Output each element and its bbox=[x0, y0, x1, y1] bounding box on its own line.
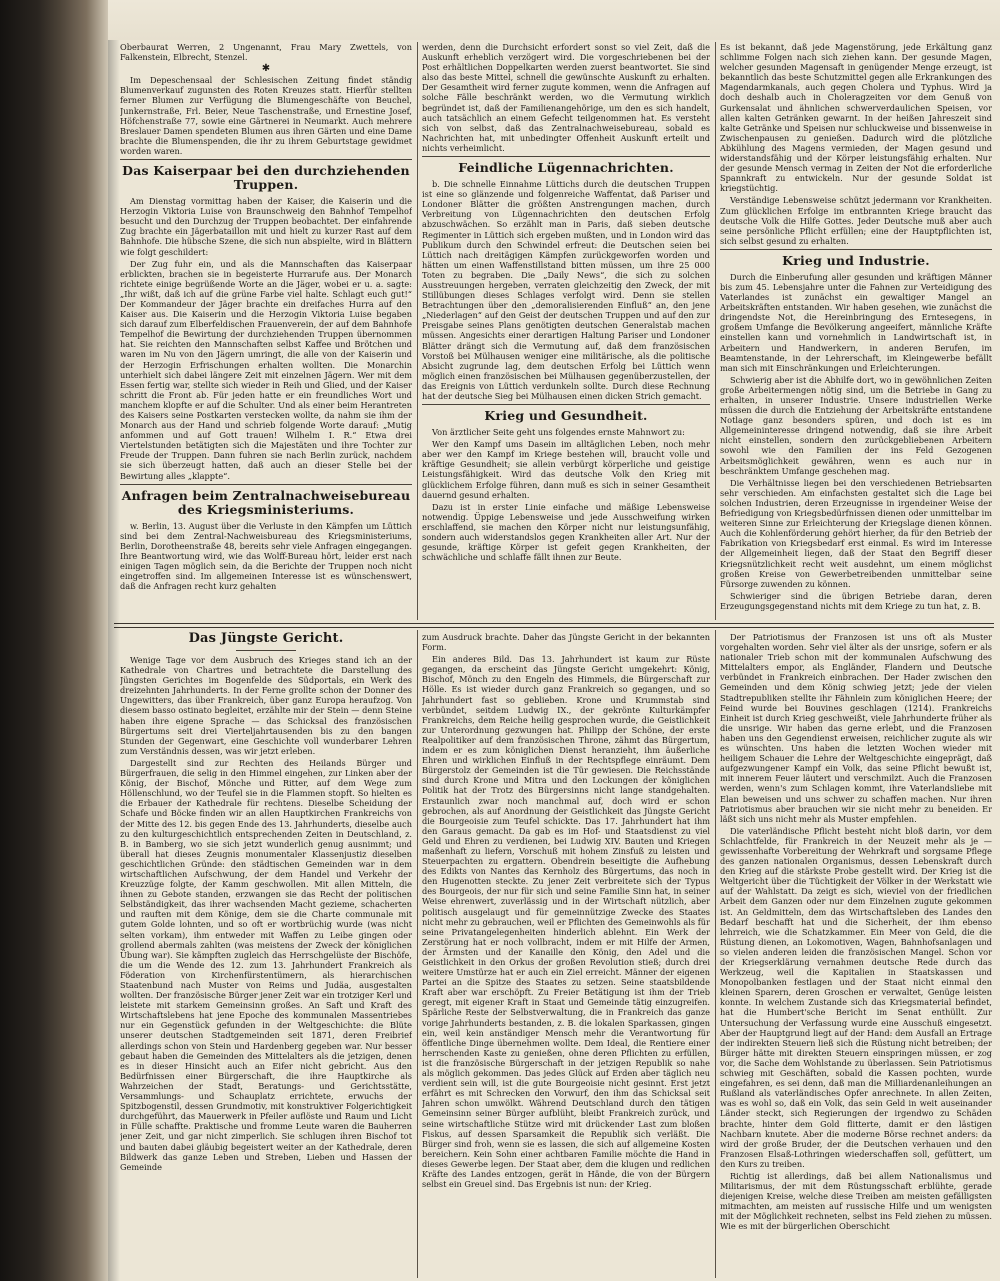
article-heading: Krieg und Industrie. bbox=[782, 252, 930, 268]
column-rule bbox=[715, 630, 716, 1278]
paragraph: Schwierig aber ist die Abhilfe dort, wo in gewöhnlichen Zeiten große Arbeitermengen nötig sind, um die Betriebe in Gang zu erhalten, in unserer Industrie. Unsere industriellen Werke müssen die durch die Entziehung der Arbeitskräfte entstandene Notlage ganz besonders spüren, und doch ist es im Allgemeininteresse dringend notwendig, daß sie ihre Arbeit nicht einstellen, sondern den zurückgebliebenen Arbeitern sowohl wie den Familien der ins Feld Gezogenen Arbeitsmöglichkeit gewähren, wenn es auch nur in beschränktem Umfange geschehen mag. bbox=[720, 374, 992, 476]
paragraph: Die vaterländische Pflicht besteht nicht bloß darin, vor dem Schlachtfelde, für Frankreich in der Neuzeit mehr als je — gewissenhafte Vorbereitung der Wehrkraft und sorgsame Pflege des ganzen nationalen Organismus, dessen Lebenskraft durch den Krieg auf die stärkste Probe gestellt wird. Der Krieg ist die Weltgericht über die Tüchtigkeit der Völker in der Werkstatt wie auf der Wahlstatt. Da zeigt es sich, wieviel von der friedlichen Arbeit dem Ganzen oder nur dem Einzelnen zugute gekommen ist. An Geldmitteln, dem das Wirtschaftsleben des Landes den Bedarf beschafft hat und die Sicherheit, der ihm ebenso lehrreich, wie die Schatzkammer. Ein Meer von Geld, die die Rüstung dienen, an Lokomotiven, Wagen, Bahnhofsanlagen und so vielen anderen leiden die französischen Mangel. Schon vor der Kriegserklärung vernahmen deutsche Rede durch das Werkzeug, weil die Kapitalien in Staatskassen und Monopolbanken festlagen und der Staat nicht einmal den kleinen Sparern, deren Groschen er verwaltet, Genüge leisten konnte. In welchem Zustande sich das Kriegsmaterial befindet, hat die Humbert'sche Bericht im Senat enthüllt. Zur Untersuchung der Verfassung wurde eine Ausschuß eingesetzt. Aber der Hauptgrund liegt auf der Hand: dem Ausfall an Ertrage der indirekten Steuern ließ sich die Rüstung nicht betreiben; der Bürger hätte mit direkten Steuern einspringen müssen, er zog vor, die Sache dem Wohlstande zu überlassen. Sein Patriotismus schwieg mit Geschäften, sobald die Kassen pochten, wurde eingefahren, es sei denn, daß man die Milliardenanleihungen an Rußland als vaterländisches Opfer anrechnete. In allen Zeiten, was es wohl so, daß ein Volk, das sein Geld in weit auseinander Länder steckt, sich Regierungen der irgendwo zu Schäden brachte, hinter dem Gold flitterte, damit er den lästigen Nachbarn knutete. Aber die moderne Börse rechnet anders: da wird der große Bruder, der die Deutschen verhauen und den Franzosen Elsaß-Lothringen wiederschaffen soll, gefüttert, um den Kurs zu treiben. bbox=[720, 825, 992, 1169]
paragraph: Am Dienstag vormittag haben der Kaiser, die Kaiserin und die Herzogin Viktoria Luise von Braunschweig den Bahnhof Tempelhof besucht und den Durchzug der Truppen beobachtet. Der einfahrende Zug brachte ein Jägerbataillon mit und hielt zu kurzer Rast auf dem Bahnhofe. Die hübsche Szene, die sich nun abspielte, wird in Blättern wie folgt geschildert: bbox=[120, 196, 412, 257]
donor-list: Oberbaurat Werren, 2 Ungenannt, Frau Mary Zwettels, von Falkenstein, Elbrecht, Stenzel. bbox=[120, 42, 412, 63]
feuilleton-rule bbox=[114, 623, 994, 628]
paragraph: Im Depeschensaal der Schlesischen Zeitung findet ständig Blumenverkauf zugunsten des Roten Kreuzes statt. Hierfür stellten ferner Blumen zur Verfügung die Blumengeschäfte von Beuchel, Junkernstraße, Frl. Beier, Neue Taschenstraße, und Ernestine Josef, Höfchenstraße 77, sowie eine Gärtnerei in Neumarkt. Auch mehrere Breslauer Damen spendeten Blumen aus ihren Gärten und eine Dame brachte die Blumenspenden, die ihr zu ihrem Geburtstage gewidmet worden waren. bbox=[120, 75, 412, 156]
paragraph: w. Berlin, 13. August über die Verluste in den Kämpfen um Lüttich sind bei dem Zentral-Nachweisbureau des Kriegsministeriums, Berlin, Dorotheenstraße 48, bereits sehr viele Anfragen eingegangen. Ihre Beantwortung wird, wie das Wolff-Bureau hört, leider erst nach einigen Tagen möglich sein, da die Berichte der Truppen noch nicht eingetroffen sind. Im allgemeinen Interesse ist es wünschenswert, daß die Anfragen recht kurz gehalten bbox=[120, 520, 412, 592]
divider bbox=[120, 159, 412, 160]
paragraph: Der Zug fuhr ein, und als die Mannschaften das Kaiserpaar erblickten, brachen sie in begeisterte Hurrarufe aus. Der Monarch richtete einige begrüßende Worte an die Jäger, wobei er u. a. sagte: „Ihr wißt, daß ich auf die grüne Farbe viel halte. Schlagt euch gut!“ Der Kommandeur der Jäger brachte ein dreifaches Hurra auf den Kaiser aus. Die Kaiserin und die Herzogin Viktoria Luise begaben sich darauf zum Elberfeldischen Frauenverein, der auf dem Bahnhofe Tempelhof die Bewirtung der durchziehenden Truppen übernommen hat. Sie reichten den Mannschaften selbst Kaffee und Brötchen und waren im Nu von den Jägern umringt, die alle von der Kaiserin und der Herzogin Erfrischungen erhalten wollten. Die Monarchin unterhielt sich dabei längere Zeit mit einzelnen Jägern. Wer mit dem Essen fertig war, stellte sich wieder in Reih und Glied, und der Kaiser schritt die Front ab. Für jeden hatte er ein freundliches Wort und manchem klopfte er auf die Schulter. Und als einer beim Herantreten des Kaisers seine Postkarten verstecken wollte, da nahm sie ihm der Monarch aus der Hand und schrieb folgende Worte darauf: „Mutig anfommen und auf Gott trauen! Wilhelm I. R.“ Etwa drei Viertelstunden betätigten sich die Majestäten und ihre Tochter zur Freude der Truppen. Dann fuhren sie nach Berlin zurück, nachdem sie sich überzeugt hatten, daß auch an dieser Stelle bei der Bewirtung alles „klappte“. bbox=[120, 258, 412, 481]
separator-star: ✱ bbox=[261, 63, 271, 75]
paragraph: Wer den Kampf ums Dasein im alltäglichen Leben, noch mehr aber wer den Kampf im Kriege bestehen will, braucht volle und kräftige Gesundheit; sie allein verbürgt körperliche und geistige Leistungsfähigkeit. Wird das deutsche Volk den Krieg mit glücklichem Erfolge führen, dann muß es sich in seiner Gesamtheit dauernd gesund erhalten. bbox=[422, 439, 710, 500]
paragraph: Durch die Einberufung aller gesunden und kräftigen Männer bis zum 45. Lebensjahre unter die Fahnen zur Verteidigung des Vaterlandes ist zunächst ein gewaltiger Mangel an Arbeitskräften entstanden. Wir haben gesehen, wie zunächst die dringendste Not, die Hereinbringung des Erntesegens, in großem Umfange die Bevölkerung angeeifert, männliche Kräfte einstellen kann und vornehmlich in Landwirtschaft ist, in Arbeitern und Handwerkern, in anderen Berufen, im Beamtenstande, in der Lehrerschaft, im Kleingewerbe befällt man sich mit Einschränkungen und Erleichterungen. bbox=[720, 271, 992, 373]
paragraph: Dazu ist in erster Linie einfache und mäßige Lebensweise notwendig. Üppige Lebensweise und jede Ausschweifung wirken erschlaffend, sie machen den Körper nicht nur leistungsunfähig, sondern auch widerstandslos gegen Krankheiten aller Art. Nur der gesunde, kräftige Körper ist gefeit gegen Krankheiten, der schwächliche und schlaffe fällt ihnen zur Beute. bbox=[422, 501, 710, 563]
upper-column-1 bbox=[120, 42, 412, 618]
paragraph: Dargestellt sind zur Rechten des Heilands Bürger und Bürgerfrauen, die selig in den Himmel eingehen, zur Linken aber der König, der Bischof, Mönche und Ritter, auf dem Wege zum Höllenschlund, wo der Teufel sie in die Flammen stopft. So hielten es die Erbauer der Kathedrale für rechtens. Dieselbe Scheidung der Schafe und Böcke finden wir an allen Hauptkirchen Frankreichs von der Mitte des 12. bis gegen Ende des 13. Jahrhunderts, dieselbe auch zu den kulturgeschichtlich entsprechenden Zeiten in Deutschland, z. B. in Bamberg, wo sie sich jetzt wunderlich genug ausnimmt; und überall hat dieses Zeugnis monumentaler Klassenjustiz dieselben geschichtlichen Gründe: den städtischen Gemeinden war in dem wirtschaftlichen Aufschwung, der dem Handel und Verkehr der Kreuzzüge folgte, der Kamm geschwollen. Mit allen Mitteln, die ihnen zu Gebote standen, erzwangen sie das Recht der politischen Selbständigkeit, das ihrer wachsenden Macht gezieme, schacherten und rauften mit dem Könige, dem sie die Charte communale mit gutem Golde lohnten, und so oft er wortbrüchig wurde (was nicht selten vorkam), ihm entweder mit Waffen zu Leibe gingen oder grollend abermals zahlten (was meistens der Zweck der königlichen Übung war). Sie kämpften zugleich das Herrschgelüste der Bischöfe, die um die Wende des 12. zum 13. Jahrhundert Frankreich als Föderation von Kirchenfürstentümern, als hierarchischen Staatenbund nach Muster von Reims und Judäa, ausgestalten wollten. Der französische Bürger jener Zeit war ein trotziger Kerl und leistete mit starkem Gemeinsinn großes. An Saft und Kraft des Wirtschaftslebens hat jene Epoche des kommunalen Massentriebes nur ein Gegenstück gefunden in der Weltgeschichte: die Blüte unserer deutschen Stadtgemeinden seit 1871, deren Freibrief allerdings schon von Stein und Hardenberg gegeben war. Nur besser gebaut haben die Gemeinden des Mittelalters als die jetzigen, denen es in dieser Hinsicht auch an Eifer nicht gebricht. Aus den Bedürfnissen einer Bürgerschaft, die ihre Hauptkirche als Wahrzeichen der Stadt, Beratungs- und Gerichtsstätte, Versammlungs- und Schauplatz errichtete, erwuchs der Spitzbogenstil, dessen Grundmotiv, mit konstruktiver Folgerichtigkeit durchgeführt, das Mauerwerk in Pfeiler auflöste und Raum und Licht in Fülle schaffte. Praktische und fromme Leute waren die Bauherren jener Zeit, und gar nicht zimperlich. Sie schlugen ihren Bischof tot und bauten dabei gläubig begeistert weiter an der Kathedrale, deren Bildwerk das ganze Leben und Streben, Lieben und Hassen der Gemeinde bbox=[120, 757, 412, 1172]
article-heading: Das Kaiserpaar bei den durchziehenden Truppen. bbox=[122, 163, 410, 193]
paragraph: b. Die schnelle Einnahme Lüttichs durch die deutschen Truppen ist eine so glänzende und folgenreiche Waffentat, daß Pariser und Londoner Blätter die größten Anstrengungen machen, durch Verbreitung von Lügennachrichten den deutschen Erfolg abzuschwächen. So erzählt man in Paris, daß sieben deutsche Regimenter in Lüttich sich ergeben mußten, und in London wird das Publikum durch den Schwindel erfreut: die Deutschen seien bei Lüttich nach dreitägigen Kämpfen zurückgeworfen worden und hätten um einen Waffenstillstand bitten müssen, um ihre 25 000 Toten zu begraben. Die „Daily News“, die sich zu solchen Ausstreuungen hergeben, verraten gleichzeitig den Zweck, der mit Stillübungen dieses Schlages verfolgt wird. Denn sie stellen Betrachtungen über den „demoralisierenden Einfluß“ an, den jene „Niederlagen“ auf den Geist der deutschen Truppen und auf den zur Preisgabe seines Plans genötigten deutschen Generalstab machen müssen. Angesichts einer derartigen Haltung Pariser und Londoner Blätter drängt sich die Vermutung auf, daß dem französischen Vorstoß bei Mülhausen weniger eine militärische, als die politische Absicht zugrunde lag, dem deutschen Erfolg bei Lüttich wenn möglich einen französischen bei Mülhausen gegenüberzustellen, der das Ereignis von Lüttich verdunkeln sollte. Durch diese Rechnung hat der deutsche Sieg bei Mülhausen einen dicken Strich gemacht. bbox=[422, 179, 710, 401]
divider bbox=[120, 484, 412, 485]
divider bbox=[422, 156, 710, 157]
divider bbox=[236, 650, 296, 651]
article-heading: Anfragen beim Zentralnachweisebureau des Kriegsministeriums. bbox=[121, 487, 411, 517]
article-heading: Feindliche Lügennachrichten. bbox=[458, 160, 674, 176]
paragraph: Richtig ist allerdings, daß bei allem Nationalismus und Militarismus, der mit dem Rüstungsschaft erblühte, gerade diejenigen Kreise, welche diese Treiben am meisten gefälligsten mitmachten, am meisten auf russische Hilfe und um wenigsten mit der Möglichkeit rechneten, selbst ins Feld ziehen zu müssen. Wie es mit der bürgerlichen Oberschicht bbox=[720, 1170, 992, 1232]
column-rule bbox=[417, 630, 418, 1278]
paragraph: Es ist bekannt, daß jede Magenstörung, jede Erkältung ganz schlimme Folgen nach sich ziehen kann. Der gesunde Magen, welcher gesunden Magensaft in genügender Menge erzeugt, ist bekanntlich das beste Schutzmittel gegen alle Erkrankungen des Magendarmkanals, auch gegen Cholera und Typhus. Wird ja doch deshalb auch in Choleragzeiten vor dem Genuß von Gurkensalat und ähnlichen schwerverdaulichen Speisen, vor allen kalten Getränken gewarnt. In der heißen Jahreszeit sind kalte Getränke und Speisen nur schluckweise und bissenweise in Zwischenpausen zu genießen. Dadurch wird die plötzliche Abkühlung des Magens vermieden, der Magen gesund und widerstandsfähig und der Körper leistungsfähig erhalten. Nur der gesunde Mensch vermag in Zeiten der Not die erforderliche Spannkraft zu entwickeln. Nur der gesunde Soldat ist kriegstüchtig. bbox=[720, 42, 992, 194]
book-binding bbox=[0, 0, 108, 1281]
paragraph: werden, denn die Durchsicht erfordert sonst so viel Zeit, daß die Auskunft erheblich verzögert wird. Die vorgeschriebenen bei der Post erhältlichen Doppelkarten werden zuerst beantwortet. Sie sind also das beste Mittel, schnell die gewünschte Auskunft zu erhalten. Der Gesamtheit wird ferner zugute kommen, wenn die Anfragen auf solche Fälle beschränkt werden, wo die Vermutung wirklich begründet ist, daß der Familienangehörige, um den es sich handelt, auch tatsächlich an einem Gefecht teilgenommen hat. Es versteht sich von selbst, daß das Zentralnachweisebureau, sobald es Nachrichten hat, mit unbedingter Offenheit Auskunft erteilt und nichts verheimlicht. bbox=[422, 42, 710, 153]
paragraph: Schwieriger sind die übrigen Betriebe daran, deren Erzeugungsgegenstand nichts mit dem Kriege zu tun hat, z. B. bbox=[720, 590, 992, 611]
divider bbox=[720, 249, 992, 250]
paragraph: Wenige Tage vor dem Ausbruch des Krieges stand ich an der Kathedrale von Chartres und betrachtete die Darstellung des Jüngsten Gerichtes im Bogenfelde des Südportals, ein Werk des dreizehnten Jahrhunderts. In der Ferne grollte schon der Donner des Ungewitters, das über Frankreich, über ganz Europa heraufzog. Von diesem basso ostinato begleitet, erzählte mir der Stein — denn Steine haben ihre eigene Sprache — das Schicksal des französischen Bürgertums seit drei Vierteljahrtausenden bis zu den bangen Stunden der Gegenwart, eine Geschichte voll wunderbarer Lehren zum Verständnis dessen, was wir jetzt erleben. bbox=[120, 655, 412, 756]
paragraph: Verständige Lebensweise schützt jedermann vor Krankheiten. Zum glücklichen Erfolge im entbrannten Kriege braucht das deutsche Volk die Hilfe Gottes. Jeder Deutsche muß aber auch seine persönliche Pflicht erfüllen; eine der Hauptpflichten ist, sich selbst gesund zu erhalten. bbox=[720, 195, 992, 246]
paragraph: Von ärztlicher Seite geht uns folgendes ernste Mahnwort zu: bbox=[432, 427, 685, 438]
divider bbox=[422, 404, 710, 405]
paragraph: Der Patriotismus der Franzosen ist uns oft als Muster vorgehalten worden. Sehr viel älter als der unsrige, sofern er als nationaler Trieb schon mit der kommunalen Aufschwung des Mittelalters empor, als Engländer, Flandern und Deutsche verbündet in Frankreich einbrachen. Der Hader zwischen den Gemeinden und dem König schwieg jetzt; jede der vielen Stadtrepubliken stellte ihr Fähnlein zum königlichen Heere; der Feind wurde bei Bouvines geschlagen (1214). Frankreichs Einheit ist durch Krieg geschweißt, viele Jahrhunderte früher als die unsrige. Wir haben das gerne erlebt, und die Franzosen haben uns den Gegendienst erweisen, reichlicher zugute als wir es wünschten. Uns haben die letzten Wochen wieder mit heiligem Schauer die Lehre der Weltgeschichte eingeprägt, daß aufgezwungener Kampf ein Volk, das seine Pflicht bewußt ist, mit innerem Feuer läutert und verschmilzt. Auch die Franzosen werden, wenn's zum Schlagen kommt, ihre Vaterlandsliebe mit Elan beweisen und uns schwer zu schaffen machen. Nur ihren Patriotismus aber brauchen wir sie nicht mehr zu beneiden. Er läßt sich uns nicht mehr als Muster empfehlen. bbox=[720, 632, 992, 824]
lower-column-1 bbox=[120, 632, 412, 1277]
upper-column-2 bbox=[422, 42, 710, 618]
newspaper-page bbox=[108, 40, 1000, 1281]
column-rule bbox=[715, 42, 716, 620]
paragraph: Die Verhältnisse liegen bei den verschiedenen Betriebsarten sehr verschieden. Am einfachsten gestaltet sich die Lage bei solchen Industrien, deren Erzeugnisse in irgendeiner Weise der Befriedigung von Kriegsbedürfnissen dienen oder unmittelbar im weiteren Sinne zur Erleichterung der Kriegslage dienen können. Auch die Kohlenförderung gehört hierher, da für den Betrieb der Fabrikation von Kriegsbedarf erst einmal. Es wird im Interesse der Allgemeinheit liegen, daß der Staat den Begriff dieser Kriegsnützlichkeit recht weit ausdehnt, um einem möglichst großen Kreise von Gewerbetreibenden unmittelbar seine Fürsorge zuwenden zu können. bbox=[720, 477, 992, 589]
feuilleton-heading: Das Jüngste Gericht. bbox=[188, 632, 344, 646]
paragraph: zum Ausdruck brachte. Daher das Jüngste Gericht in der bekannten Form. bbox=[422, 632, 710, 653]
lower-column-2 bbox=[422, 632, 710, 1277]
column-rule bbox=[417, 42, 418, 620]
article-heading: Krieg und Gesundheit. bbox=[484, 408, 648, 424]
page-fold-shadow bbox=[108, 40, 120, 1281]
paragraph: Ein anderes Bild. Das 13. Jahrhundert ist kaum zur Rüste gegangen, da erscheint das Jüngste Gericht umgekehrt: König, Bischof, Mönch zu den Engeln des Himmels, die Bürgerschaft zur Hölle. Es ist wieder durch ganz Frankreich so gegangen, und so Jahrhundert fast so geblieben. Krone und Krummstab sind verbündet, seitdem Ludwig IX., der gekrönte Kulturkämpfer Frankreichs, dem Reiche heilig gesprochen wurde, die Geistlichkeit zur Unterordnung gezwungen hat. Philipp der Schöne, der erste Realpolitiker auf dem französischen Throne, zähmt das Bürgertum, indem er es zum königlichen Dienst heranzieht, ihm äußerliche Ehren und wirklichen Einfluß in der Rechtspflege einräumt. Dem Bürgerstolz der Gemeinden ist die Tür gewiesen. Die Reichsstände sind durch Krone und Mitra und den Lockungen der königlichen Politik hat der Trotz des Bürgersinns nicht lange standgehalten. Erstaunlich zwar noch manchmal auf, doch wird er schon gebrochen, als auf Anordnung der Geistlichkeit das Jüngste Gericht die Bourgeoisie zum Teufel schickte. Das 17. Jahrhundert hat ihm den Garaus gemacht. Da gab es im Hof- und Staatsdienst zu viel Geld und Ehren zu verdienen, bei Ludwig XIV. Bauten und Kriegen maßenhaft zu liefern, Vorschuß mit hohem Zinsfuß zu leisten und Steuerpachten zu ergattern. Obendrein beseitigte die Aufhebung des Edikts von Nantes das Kernholz des Bürgertums, das noch in den Hugenotten steckte. Zu jener Zeit verbreitete sich der Typus des Bourgeois, der nur für sich und seine Familie Sinn hat, in seiner Weise ehrenwert, zuverlässig und in der Wirtschaft nützlich, aber politisch ausgelaugt und für gemeinnützige Zwecke des Staates nicht mehr zu gebrauchen, weil er Pflichten des Gemeinwohls als für seine Privatangelegenheiten hinderlich ablehnt. Ein Werk der Zerstörung hat er noch vollbracht, indem er mit Hilfe der Armen, der Ärmsten und der Kanaille den König, den Adel und die Geistlichkeit in den Orkus der großen Revolution stieß; durch drei weitere Umstürze hat er auch ein Ziel erreicht. Männer der eigenen Partei an die Spitze des Staates zu setzen. Seine staatsbildende Kraft aber war erschöpft. Zu Freier Betätigung ist ihm der Trieb geregt, mit eigener Kraft in Staat und Gemeinde tätig einzugreifen. Spärliche Reste der Selbstverwaltung, die in Frankreich das ganze vorige Jahrhunderts bestanden, z. B. die lokalen Sparkassen, gingen ein, weil kein anständiger Mensch mehr die Verantwortung für öffentliche Dinge übernehmen wollte. Dem Ideal, die Rentiere einer herrschenden Kaste zu genießen, ohne deren Pflichten zu erfüllen, ist die französische Bürgerschaft in der jetzigen Republik so nahe als möglich gekommen. Das jedes Glück auf Erden aber täglich neu verdient sein will, ist die gute Bourgeoisie nicht gesinnt. Erst jetzt erfährt es mit Schrecken den Vorwurf, den ihm das Schicksal seit Jahren schon umwölkt. Während Deutschland durch den tätigen Gemeinsinn seiner Bürger aufblüht, bleibt Frankreich zurück, und seine wirtschaftliche Stütze wird mit drückender Last zum bloßen Fiskus, auf dessen Sparsamkeit die Republik sich verläßt. Die Bürger sind froh, wenn sie es lassen, die sich auf allgemeine Kosten bereichern. Kein Sohn einer achtbaren Familie möchte die Hand in dieses Gewerbe legen. Der Staat aber, dem die klugen und redlichen Kräfte des Landes entzogen, gerät in Hände, die von der Bürgern selbst ein Greuel sind. Das Ergebnis ist nun: der Krieg. bbox=[422, 654, 710, 1190]
upper-column-3 bbox=[720, 42, 992, 618]
lower-column-3 bbox=[720, 632, 992, 1277]
top-margin bbox=[108, 0, 1000, 40]
